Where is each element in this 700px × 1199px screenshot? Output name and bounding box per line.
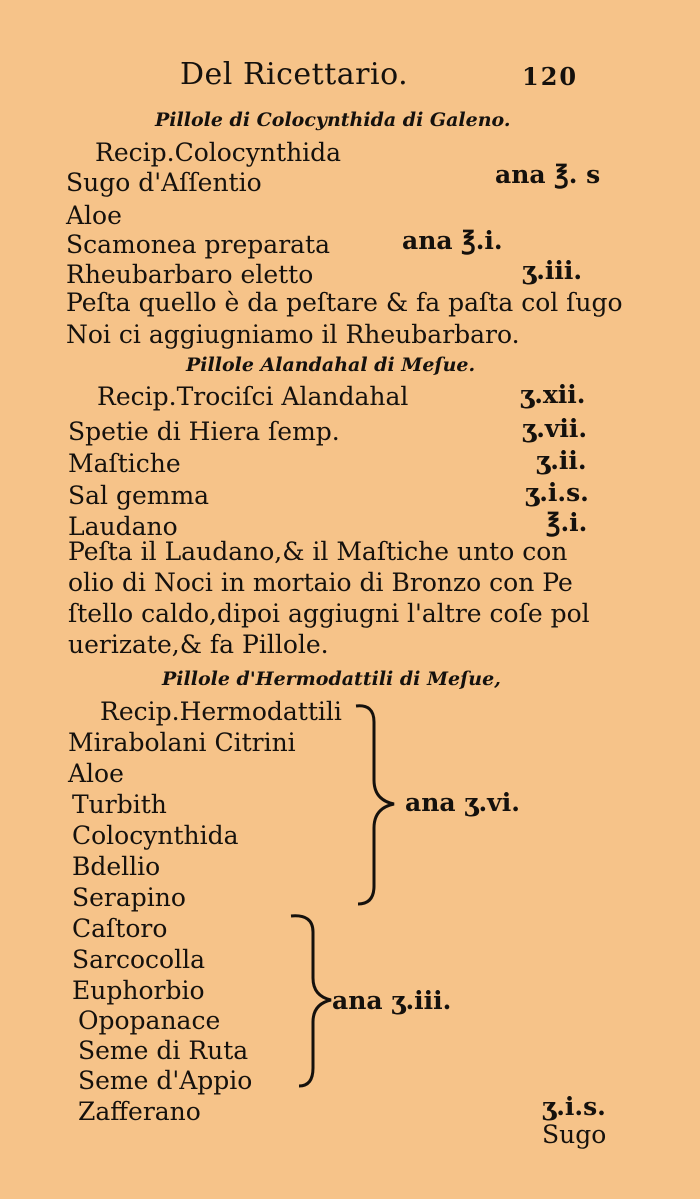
ingredient-line: Serapino bbox=[72, 883, 186, 912]
recipe-line: Aloe bbox=[66, 201, 122, 230]
recipe-amount: ana ℥. s bbox=[495, 160, 601, 189]
ingredient-line: Aloe bbox=[68, 759, 124, 788]
recipe-amount: ʒ.vii. bbox=[522, 414, 588, 443]
recipe-amount: ʒ.iii. bbox=[522, 256, 583, 285]
recipe-line: Recip.Trociſci Alandahal bbox=[97, 382, 409, 411]
recipe-line: Scamonea preparata bbox=[66, 230, 331, 259]
recipe-amount: ʒ.i.s. bbox=[542, 1092, 606, 1121]
ingredient-line: Seme d'Appio bbox=[78, 1066, 253, 1095]
recipe-line: ſtello caldo,dipoi aggiugni l'altre coſe pol bbox=[68, 599, 590, 628]
recipe-line: olio di Noci in mortaio di Bronzo con Pe bbox=[68, 568, 573, 597]
ingredient-line: Opopanace bbox=[78, 1006, 221, 1035]
ingredient-line: Seme di Ruta bbox=[78, 1036, 249, 1065]
ingredient-line: Bdellio bbox=[72, 852, 161, 881]
group-amount: ana ʒ.iii. bbox=[332, 986, 452, 1015]
ingredient-line: Mirabolani Citrini bbox=[68, 728, 296, 757]
recipe-line: Recip.Colocynthida bbox=[95, 138, 342, 167]
group-amount: ana ʒ.vi. bbox=[405, 788, 520, 817]
recipe-line: Laudano bbox=[68, 512, 178, 541]
running-header-title: Del Ricettario. bbox=[180, 57, 409, 92]
recipe-amount: ʒ.ii. bbox=[536, 446, 587, 475]
ingredient-line: Recip.Hermodattili bbox=[100, 697, 342, 726]
ingredient-line: Euphorbio bbox=[72, 976, 205, 1005]
recipe-line: Noi ci aggiugniamo il Rheubarbaro. bbox=[66, 320, 520, 349]
recipe-line: Spetie di Hiera ſemp. bbox=[68, 417, 340, 446]
brace-group-1 bbox=[350, 700, 400, 910]
recipe-amount: ʒ.xii. bbox=[520, 380, 586, 409]
section-heading: Pillole d'Hermodattili di Meſue, bbox=[162, 668, 501, 690]
ingredient-line: Turbith bbox=[72, 790, 167, 819]
recipe-line: Rheubarbaro eletto bbox=[66, 260, 314, 289]
recipe-amount: ʒ.i.s. bbox=[525, 478, 589, 507]
recipe-amount: ana ℥.i. bbox=[402, 226, 503, 255]
recipe-line: Sal gemma bbox=[68, 481, 210, 510]
ingredient-line: Zafferano bbox=[78, 1097, 201, 1126]
recipe-line: Sugo d'Aſſentio bbox=[66, 168, 262, 197]
brace-group-2 bbox=[285, 910, 335, 1090]
recipe-line: Peſta il Laudano,& il Maſtiche unto con bbox=[68, 537, 568, 566]
ingredient-line: Caſtoro bbox=[72, 914, 168, 943]
recipe-line: Maſtiche bbox=[68, 449, 181, 478]
ingredient-line: Sarcocolla bbox=[72, 945, 205, 974]
ingredient-line: Colocynthida bbox=[72, 821, 239, 850]
recipe-line: Peſta quello è da peſtare & fa paſta col ſugo bbox=[66, 288, 623, 317]
recipe-line: uerizate,& fa Pillole. bbox=[68, 630, 329, 659]
recipe-amount: ℥.i. bbox=[546, 508, 588, 537]
catchword: Sugo bbox=[542, 1120, 607, 1149]
section-heading: Pillole di Colocynthida di Galeno. bbox=[155, 109, 511, 131]
section-heading: Pillole Alandahal di Meſue. bbox=[186, 354, 476, 376]
page-number: 120 bbox=[522, 62, 579, 91]
